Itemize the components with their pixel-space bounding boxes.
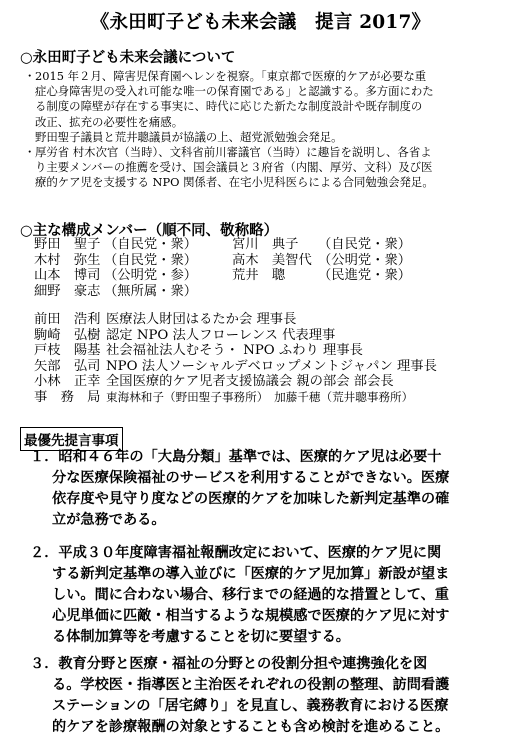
member-name: 荒井 聰: [232, 268, 286, 284]
member-party: （無所属・衆）: [104, 283, 198, 299]
org-member-affiliation: 社会福祉法人むそう・ NPO ふわり 理事長: [106, 343, 363, 359]
priority-proposals-label: 最優先提言事項: [20, 427, 123, 451]
member-list: [34, 237, 514, 299]
member-party: （自民党・衆）: [104, 237, 198, 252]
members-section-heading: ○主な構成メンバー（順不同、敬称略）: [20, 222, 279, 239]
proposal-2-line-4: 心児単価に匹敵・相当するような規模感で医療的ケア児に対す: [52, 608, 450, 624]
member-name: 宮川 典子: [232, 237, 299, 252]
org-member-row: [34, 328, 514, 344]
proposal-item-1: [30, 447, 498, 531]
org-member-name: 矢部 弘司: [34, 358, 101, 374]
member-row: [34, 237, 514, 253]
org-member-name: 駒崎 弘樹: [34, 327, 101, 343]
proposal-1-line-1: １．昭和４６年の「大島分類」基準では、医療的ケア児は必要十: [30, 449, 442, 465]
org-member-affiliation: 認定 NPO 法人フローレンス 代表理事: [106, 327, 336, 343]
member-name: 野田 聖子: [34, 237, 101, 252]
proposal-1-line-2: 分な医療保険福祉のサービスを利用することができない。医療: [52, 470, 450, 486]
org-member-row: [34, 374, 514, 390]
org-member-row: [34, 343, 514, 359]
secretariat-staff: 東海林和子（野田聖子事務所） 加藤千穂（荒井聰事務所）: [106, 389, 414, 404]
member-row: [34, 284, 514, 300]
proposal-item-3: [30, 654, 498, 738]
proposal-3-line-2: る。学校医・指導医と主治医それぞれの役割の整理、訪問看護: [52, 677, 450, 693]
secretariat-row: [34, 390, 514, 406]
proposal-1-line-4: 立が急務である。: [52, 512, 166, 528]
about-bullet-2-line-1: 厚労省 村木次官（当時）、文科省前川審議官（当時）に趣旨を説明し、各省よ: [35, 145, 432, 160]
about-bullet-1-line-1: 2015 年２月、障害児保育園ヘレンを視察。「東京都で医療的ケアが必要な重: [35, 69, 427, 83]
about-section-heading: ○永田町子ども未来会議について: [20, 49, 236, 66]
secretariat-label: 事 務 局: [34, 389, 101, 405]
about-bullet-2-line-2: り主要メンバーの推薦を受け、国会議員と３府省（内閣、厚労、文科）及び医: [35, 160, 433, 175]
about-bullet-list: [24, 69, 506, 191]
bullet-dot: ・: [24, 69, 36, 83]
proposal-item-2: [30, 543, 498, 648]
about-bullet-1-line-5: 野田聖子議員と荒井聰議員が協議の上、超党派勉強会発足。: [35, 129, 343, 144]
org-member-name: 前田 浩利: [34, 312, 101, 327]
member-party: （自民党・衆）: [104, 252, 198, 268]
org-member-affiliation: 医療法人財団はるたか会 理事長: [106, 312, 297, 327]
org-member-name: 小林 正幸: [34, 374, 101, 390]
member-name: 高木 美智代: [232, 252, 312, 268]
about-bullet-2: [24, 145, 506, 191]
proposal-2-line-2: する新判定基準の導入並びに「医療的ケア児加算」新設が望ま: [52, 566, 450, 582]
about-bullet-2-line-3: 療的ケア児を支援する NPO 関係者、在宅小児科医らによる合同勉強会発足。: [35, 175, 434, 190]
proposal-2-line-5: る体制加算等を考慮することを切に要望する。: [52, 629, 350, 645]
member-name: 細野 豪志: [34, 283, 101, 299]
member-party: （民進党・衆）: [318, 268, 412, 284]
member-party: （公明党・衆）: [318, 252, 412, 268]
member-name: 木村 弥生: [34, 252, 101, 268]
proposal-2-line-1: ２．平成３０年度障害福祉報酬改定において、医療的ケア児に関: [30, 545, 442, 561]
about-bullet-1-line-4: 改正、拡充の必要性を痛感。: [35, 114, 184, 129]
proposal-2-line-3: しい。間に合わない場合、移行までの経過的な措置として、重: [52, 587, 449, 603]
about-bullet-1: [24, 69, 506, 145]
member-row: [34, 253, 514, 269]
member-name: 山本 博司: [34, 268, 101, 284]
org-member-row: [34, 312, 514, 328]
member-party: （自民党・衆）: [318, 237, 412, 252]
member-row: [34, 268, 514, 284]
bullet-dot: ・: [24, 145, 36, 160]
org-member-affiliation: NPO 法人ソーシャルデベロップメントジャパン 理事長: [106, 358, 437, 374]
document-title: 《永田町子ども未来会議 提言 2017》: [90, 12, 431, 33]
about-bullet-1-line-3: る制度の障壁が存在する事実に、時代に応じた新たな制度設計や既存制度の: [35, 99, 423, 114]
org-member-row: [34, 359, 514, 375]
proposal-1-line-3: 依存度や見守り度などの医療的ケアを加味した新判定基準の確: [52, 491, 450, 507]
proposal-3-line-4: 的ケアを診療報酬の対象とすることも含め検討を進めること。: [52, 719, 450, 735]
organization-member-list: [34, 312, 514, 406]
about-bullet-1-line-2: 症心身障害児の受入れ可能な唯一の保育園である」と認識する。多方面にわた: [35, 84, 434, 99]
proposal-3-line-1: ３．教育分野と医療・福祉の分野との役割分担や連携強化を図: [30, 656, 428, 672]
proposal-3-line-3: ステーションの「居宅縛り」を見直し、義務教育における医療: [52, 698, 449, 714]
org-member-affiliation: 全国医療的ケア児者支援協議会 親の部会 部会長: [106, 374, 394, 390]
member-party: （公明党・参）: [104, 268, 198, 284]
org-member-name: 戸枝 陽基: [34, 343, 101, 359]
